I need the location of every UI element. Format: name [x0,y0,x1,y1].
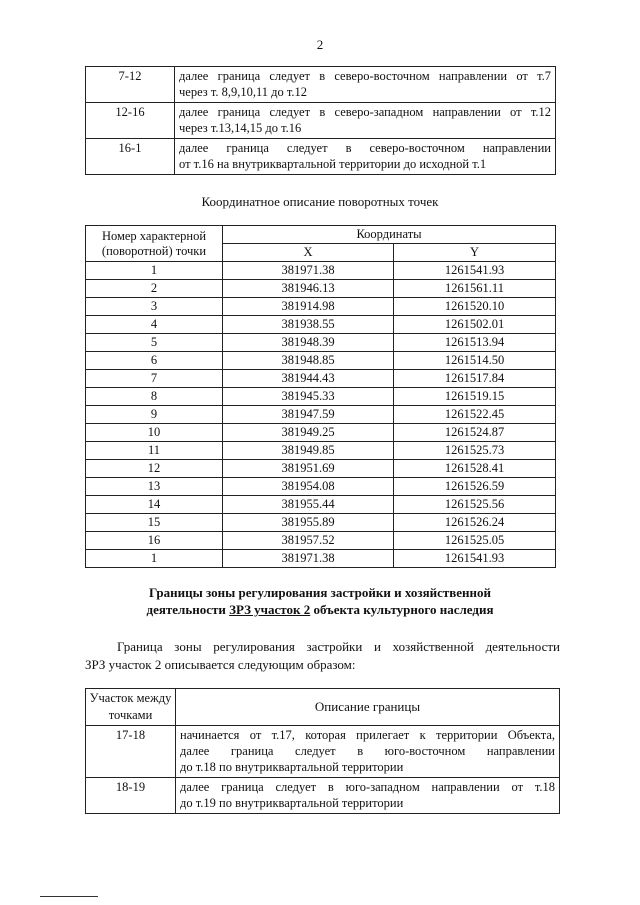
coord-x: 381944.43 [223,370,394,388]
coord-y: 1261524.87 [394,424,556,442]
coord-row [86,460,556,478]
coord-x: 381951.69 [223,460,394,478]
segment-row [86,67,556,103]
header-description: Описание границы [176,689,560,726]
description-line: далее граница следует в северо-восточном направлении от т.7 [179,69,551,83]
segment-range: 12-16 [86,103,175,139]
zone-heading-pre: деятельности [146,602,226,617]
description-line: далее граница следует в юго-восточном направлении [180,744,555,758]
point-number: 1 [86,262,223,280]
point-number: 6 [86,352,223,370]
coord-y: 1261522.45 [394,406,556,424]
zone-description [176,778,560,814]
segment-row [86,103,556,139]
zone-paragraph [85,638,560,674]
coord-row [86,406,556,424]
zone-paragraph-line1: Граница зоны регулирования застройки и хозяйственной деятельности [117,639,560,654]
description-line: начинается от т.17, которая прилегает к территории Объекта, [180,728,555,742]
coord-row [86,262,556,280]
coord-row [86,370,556,388]
segment-range: 16-1 [86,139,175,175]
coord-row [86,442,556,460]
coord-y: 1261528.41 [394,460,556,478]
segment-description [175,139,556,175]
header-y: Y [394,244,556,262]
coord-x: 381948.39 [223,334,394,352]
point-number: 16 [86,532,223,550]
zone-heading-post: объекта культурного наследия [313,602,494,617]
page-number: 2 [316,37,324,52]
zone-heading-underlined: ЗРЗ участок 2 [229,602,311,617]
zone-segments-table [85,688,560,814]
zone-heading [0,584,640,618]
zone-row [86,778,560,814]
coord-y: 1261517.84 [394,370,556,388]
coord-row [86,496,556,514]
zone-heading-line1: Границы зоны регулирования застройки и хозяйственной [148,585,492,600]
coord-x: 381914.98 [223,298,394,316]
point-number: 10 [86,424,223,442]
coord-x: 381946.13 [223,280,394,298]
header-coordinates: Координаты [223,226,556,244]
coord-x: 381971.38 [223,262,394,280]
coord-y: 1261541.93 [394,550,556,568]
coord-x: 381949.25 [223,424,394,442]
point-number: 7 [86,370,223,388]
segment-range: 7-12 [86,67,175,103]
point-number: 9 [86,406,223,424]
point-number: 5 [86,334,223,352]
description-line: до т.18 по внутриквартальной территории [180,760,404,774]
point-number: 11 [86,442,223,460]
coord-row [86,352,556,370]
coord-y: 1261525.56 [394,496,556,514]
coord-y: 1261526.24 [394,514,556,532]
coord-header-row [86,226,556,244]
coord-row [86,298,556,316]
point-number: 2 [86,280,223,298]
coord-y: 1261519.15 [394,388,556,406]
point-number: 4 [86,316,223,334]
point-number: 12 [86,460,223,478]
header-x: X [223,244,394,262]
point-number: 1 [86,550,223,568]
coord-y: 1261525.05 [394,532,556,550]
segment-description [175,103,556,139]
segment-row [86,139,556,175]
coord-x: 381957.52 [223,532,394,550]
header-segment: Участок между точками [86,689,176,726]
coord-y: 1261526.59 [394,478,556,496]
zone-range: 18-19 [86,778,176,814]
description-line: далее граница следует в северо-восточном направлении [179,141,551,155]
coord-y: 1261525.73 [394,442,556,460]
coord-row [86,334,556,352]
coord-x: 381955.89 [223,514,394,532]
coord-row [86,514,556,532]
coordinates-caption: Координатное описание поворотных точек [201,194,439,209]
point-number: 8 [86,388,223,406]
coord-y: 1261541.93 [394,262,556,280]
coord-row [86,550,556,568]
description-line: до т.19 по внутриквартальной территории [180,796,404,810]
coord-row [86,478,556,496]
coord-row [86,424,556,442]
coord-x: 381955.44 [223,496,394,514]
segment-description [175,67,556,103]
footnote-divider [40,896,98,897]
coord-y: 1261502.01 [394,316,556,334]
point-number: 14 [86,496,223,514]
coord-x: 381947.59 [223,406,394,424]
point-number: 13 [86,478,223,496]
description-line: далее граница следует в северо-западном направлении от т.12 [179,105,551,119]
coord-y: 1261561.11 [394,280,556,298]
zone-row [86,726,560,778]
zone-header-row [86,689,560,726]
coord-row [86,280,556,298]
coord-y: 1261520.10 [394,298,556,316]
coord-y: 1261514.50 [394,352,556,370]
description-line: далее граница следует в юго-западном направлении от т.18 [180,780,555,794]
coord-row [86,316,556,334]
coord-row [86,388,556,406]
coord-x: 381971.38 [223,550,394,568]
coord-x: 381954.08 [223,478,394,496]
header-point-number: Номер характерной (поворотной) точки [86,226,223,262]
zone-range: 17-18 [86,726,176,778]
coord-row [86,532,556,550]
segments-table [85,66,556,175]
coord-x: 381945.33 [223,388,394,406]
zone-paragraph-line2: ЗРЗ участок 2 описывается следующим образом: [85,657,356,672]
coord-x: 381938.55 [223,316,394,334]
coord-x: 381949.85 [223,442,394,460]
zone-description [176,726,560,778]
description-line: через т.13,14,15 до т.16 [179,121,302,135]
coord-x: 381948.85 [223,352,394,370]
zone-heading-line2 [0,601,640,618]
coord-y: 1261513.94 [394,334,556,352]
point-number: 15 [86,514,223,532]
description-line: через т. 8,9,10,11 до т.12 [179,85,308,99]
point-number: 3 [86,298,223,316]
description-line: от т.16 на внутриквартальной территории до исходной т.1 [179,157,487,171]
coordinates-table [85,225,556,568]
